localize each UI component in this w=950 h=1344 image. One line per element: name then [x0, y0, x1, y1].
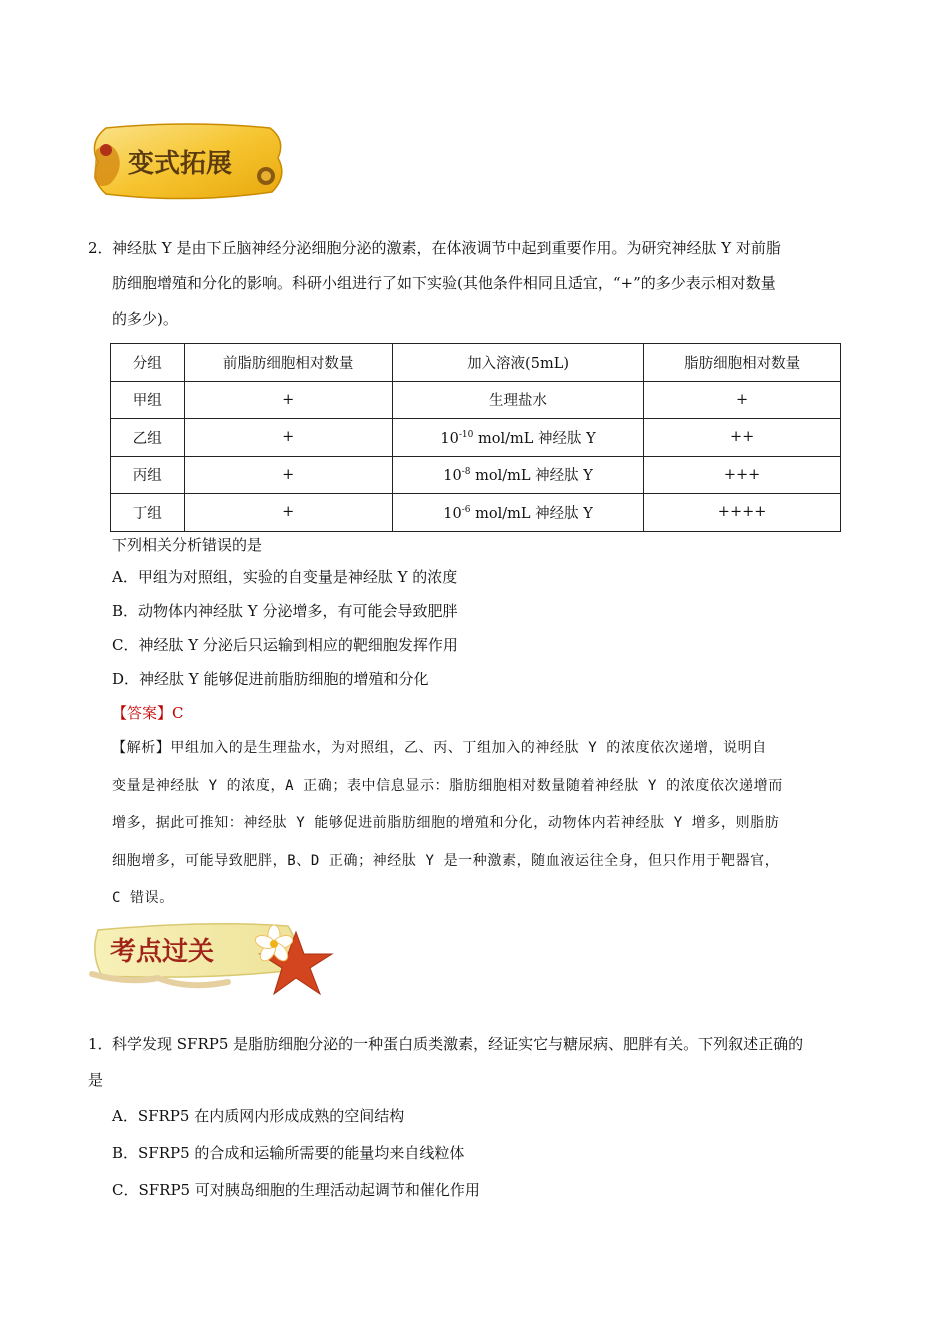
group-cell: 甲组 — [111, 381, 185, 419]
q1-option-c: C．SFRP5 可对胰岛细胞的生理活动起调节和催化作用 — [112, 1181, 480, 1199]
q1-option-a: A．SFRP5 在内质网内形成成熟的空间结构 — [112, 1107, 405, 1125]
question-2-prompt: 下列相关分析错误的是 — [112, 536, 263, 554]
header-cell: 加入溶液(5mL) — [392, 344, 643, 382]
q1-option-b: B．SFRP5 的合成和运输所需要的能量均来自线粒体 — [112, 1144, 465, 1162]
pre-adipocyte-cell: + — [184, 494, 392, 532]
adipocyte-cell: +++ — [644, 456, 841, 494]
banner1-title: 变式拓展 — [128, 149, 233, 179]
table-row — [111, 494, 841, 532]
explanation-line: 变量是神经肽 Y 的浓度，A 正确；表中信息显示：脂肪细胞相对数量随着神经肽 Y 的浓度依次递增而 — [112, 778, 783, 794]
table-row — [111, 456, 841, 494]
option-c: C．神经肽 Y 分泌后只运输到相应的靶细胞发挥作用 — [112, 636, 458, 654]
group-cell: 丙组 — [111, 456, 185, 494]
adipocyte-cell: ++++ — [644, 494, 841, 532]
section-banner-variant-extension — [88, 120, 288, 202]
question-2-stem-line: 肪细胞增殖和分化的影响。科研小组进行了如下实验(其他条件相同且适宜，“+”的多少表示相对数量 — [112, 274, 776, 292]
header-cell: 前脂肪细胞相对数量 — [184, 344, 392, 382]
header-cell: 分组 — [111, 344, 185, 382]
pre-adipocyte-cell: + — [184, 419, 392, 457]
option-a: A．甲组为对照组，实验的自变量是神经肽 Y 的浓度 — [112, 568, 458, 586]
group-cell: 丁组 — [111, 494, 185, 532]
question-1-stem-line: 是 — [88, 1071, 104, 1089]
explanation-line: 增多，据此可推知：神经肽 Y 能够促进前脂肪细胞的增殖和分化，动物体内若神经肽 Y 增多，则脂肪 — [112, 815, 780, 831]
solution-cell: 生理盐水 — [392, 381, 643, 419]
solution-cell: $10^{-8}$ mol/mL 神经肽 Y — [392, 456, 643, 494]
option-b: B．动物体内神经肽 Y 分泌增多，有可能会导致肥胖 — [112, 602, 458, 620]
explanation-line: 细胞增多，可能导致肥胖，B、D 正确；神经肽 Y 是一种激素，随血液运往全身，但只作用于靶器官， — [112, 853, 780, 869]
experiment-table — [110, 343, 841, 532]
answer-label: 【答案】 — [112, 704, 173, 722]
section-banner-checkpoint — [88, 918, 340, 1002]
answer-value: C — [172, 704, 184, 722]
answer — [112, 703, 184, 723]
option-d: D．神经肽 Y 能够促进前脂肪细胞的增殖和分化 — [112, 670, 429, 688]
solution-cell: $10^{-10}$ mol/mL 神经肽 Y — [392, 419, 643, 457]
header-cell: 脂肪细胞相对数量 — [644, 344, 841, 382]
question-1-number: 1． — [88, 1035, 113, 1053]
adipocyte-cell: + — [644, 381, 841, 419]
pre-adipocyte-cell: + — [184, 381, 392, 419]
explanation-line: 【解析】甲组加入的是生理盐水，为对照组，乙、丙、丁组加入的神经肽 Y 的浓度依次递增，说明自 — [112, 740, 767, 756]
question-2-number: 2． — [88, 239, 113, 257]
solution-cell: $10^{-6}$ mol/mL 神经肽 Y — [392, 494, 643, 532]
question-2-stem-line: 神经肽 Y 是由下丘脑神经分泌细胞分泌的激素，在体液调节中起到重要作用。为研究神经肽 Y 对前脂 — [112, 239, 781, 257]
group-cell: 乙组 — [111, 419, 185, 457]
question-2-stem-line: 的多少)。 — [112, 310, 178, 328]
banner2-title: 考点过关 — [110, 937, 215, 967]
pre-adipocyte-cell: + — [184, 456, 392, 494]
adipocyte-cell: ++ — [644, 419, 841, 457]
table-row — [111, 381, 841, 419]
table-header-row — [111, 344, 841, 382]
question-1-stem-line: 科学发现 SFRP5 是脂肪细胞分泌的一种蛋白质类激素，经证实它与糖尿病、肥胖有关。下列叙述正确的 — [112, 1035, 804, 1053]
explanation-line: C 错误。 — [112, 890, 174, 906]
table-row — [111, 419, 841, 457]
